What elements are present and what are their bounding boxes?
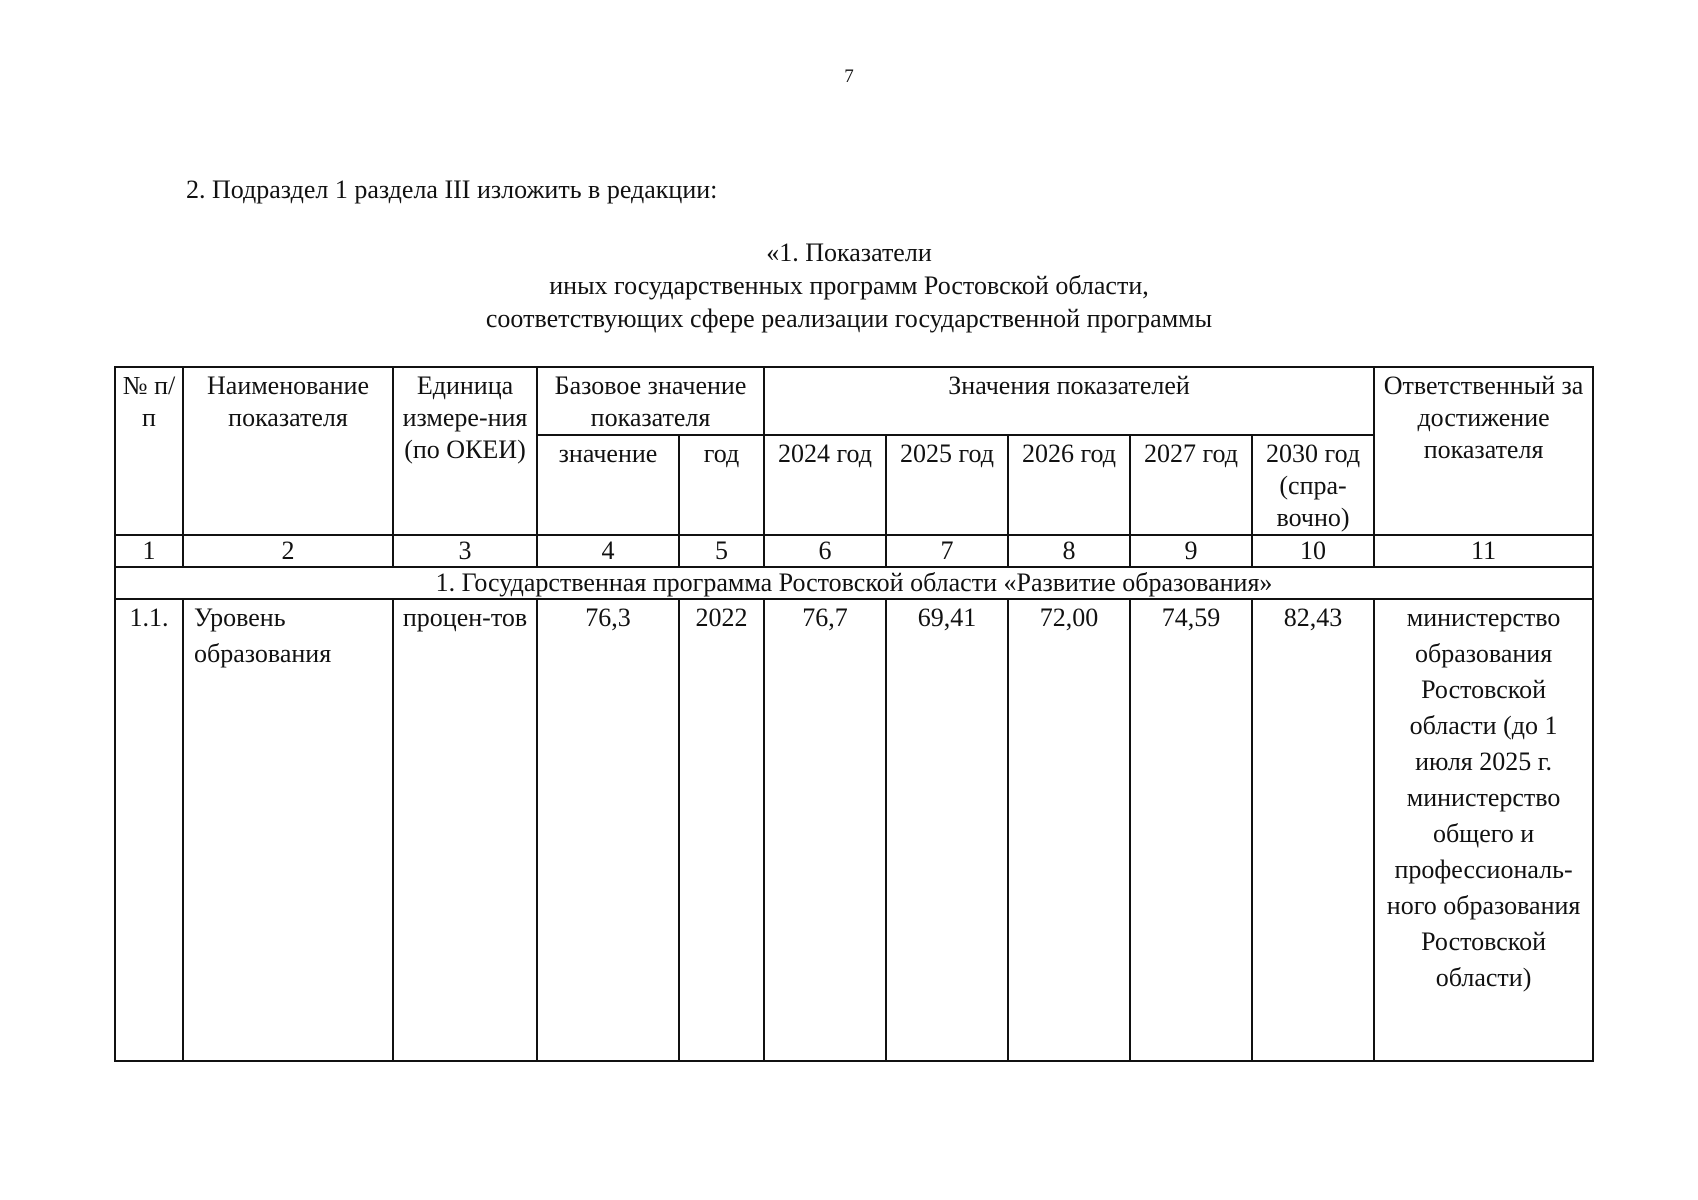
column-number: 4 bbox=[537, 535, 679, 567]
heading-line-2: иных государственных программ Ростовской области, bbox=[549, 271, 1149, 300]
responsible: министерство образования Ростовской области (до 1 июля 2025 г. министерство общего и профессиональ-ного образования Ростовской области) bbox=[1374, 599, 1593, 1061]
intro-paragraph: 2. Подраздел 1 раздела III изложить в редакции: bbox=[186, 175, 718, 204]
table-row bbox=[115, 599, 1593, 1061]
header-base: Базовое значение показателя bbox=[537, 367, 764, 435]
indicators-table bbox=[114, 366, 1594, 1062]
header-2024: 2024 год bbox=[764, 435, 886, 535]
column-number: 10 bbox=[1252, 535, 1374, 567]
column-number-row bbox=[115, 535, 1593, 567]
header-num: № п/п bbox=[115, 367, 183, 535]
header-name: Наименование показателя bbox=[183, 367, 393, 535]
header-2026: 2026 год bbox=[1008, 435, 1130, 535]
header-unit: Единица измере-ния (по ОКЕИ) bbox=[393, 367, 537, 535]
program-title: 1. Государственная программа Ростовской области «Развитие образования» bbox=[115, 567, 1593, 599]
header-base-year: год bbox=[679, 435, 764, 535]
column-number: 2 bbox=[183, 535, 393, 567]
indicator-name: Уровень образования bbox=[183, 599, 393, 1061]
column-number: 11 bbox=[1374, 535, 1593, 567]
value-2027: 74,59 bbox=[1130, 599, 1252, 1061]
header-values: Значения показателей bbox=[764, 367, 1374, 435]
heading-line-1: «1. Показатели bbox=[766, 238, 932, 267]
row-num: 1.1. bbox=[115, 599, 183, 1061]
heading-line-3: соответствующих сфере реализации государственной программы bbox=[485, 304, 1213, 333]
header-2027: 2027 год bbox=[1130, 435, 1252, 535]
column-number: 7 bbox=[886, 535, 1008, 567]
value-2024: 76,7 bbox=[764, 599, 886, 1061]
value-2030: 82,43 bbox=[1252, 599, 1374, 1061]
page-number: 7 bbox=[844, 66, 854, 87]
program-title-row bbox=[115, 567, 1593, 599]
column-number: 1 bbox=[115, 535, 183, 567]
base-value: 76,3 bbox=[537, 599, 679, 1061]
table-heading bbox=[0, 236, 1698, 335]
unit: процен-тов bbox=[393, 599, 537, 1061]
column-number: 3 bbox=[393, 535, 537, 567]
column-number: 9 bbox=[1130, 535, 1252, 567]
header-2030: 2030 год (спра-вочно) bbox=[1252, 435, 1374, 535]
value-2026: 72,00 bbox=[1008, 599, 1130, 1061]
value-2025: 69,41 bbox=[886, 599, 1008, 1061]
header-2025: 2025 год bbox=[886, 435, 1008, 535]
base-year: 2022 bbox=[679, 599, 764, 1061]
column-number: 5 bbox=[679, 535, 764, 567]
column-number: 8 bbox=[1008, 535, 1130, 567]
header-responsible: Ответственный за достижение показателя bbox=[1374, 367, 1593, 535]
header-row-1 bbox=[115, 367, 1593, 435]
header-base-value: значение bbox=[537, 435, 679, 535]
column-number: 6 bbox=[764, 535, 886, 567]
